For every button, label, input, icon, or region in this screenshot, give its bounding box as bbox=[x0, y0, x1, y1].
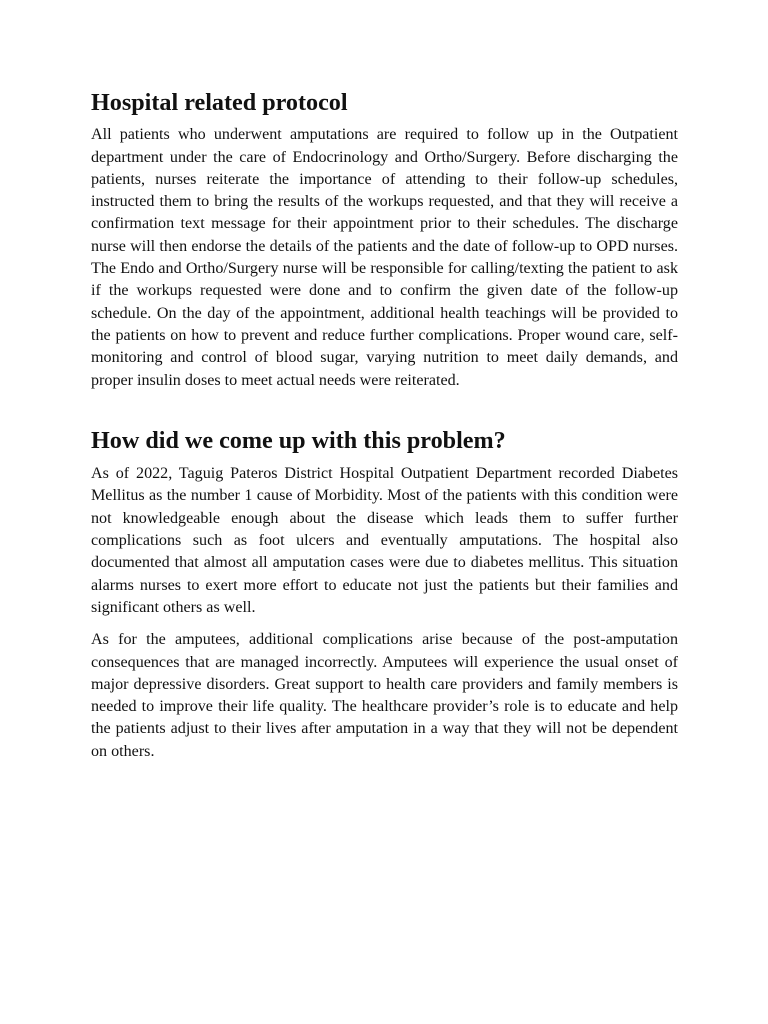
section-heading: Hospital related protocol bbox=[91, 89, 348, 116]
body-paragraph: As for the amputees, additional complications arise because of the post-amputation consequences that are managed incorrectly. Amputees will experience the usual onset of major depressive disorders. Great support to health care providers and family members is needed to improve their life quality. The healthcare provider’s role is to educate and help the patients adjust to their lives after amputation in a way that they will not be dependent on others. bbox=[91, 631, 678, 760]
section-heading: How did we come up with this problem? bbox=[91, 426, 506, 454]
section-hospital-protocol bbox=[91, 89, 678, 392]
body-paragraph: All patients who underwent amputations are required to follow up in the Outpatient department under the care of Endocrinology and Ortho/Surgery. Before discharging the patients, nurses reiterate the importance of attending to their follow-up schedules, instructed them to bring the results of the workups requested, and that they will receive a confirmation text message for their appointment prior to their schedules. The discharge nurse will then endorse the details of the patients and the date of follow-up to OPD nurses. The Endo and Ortho/Surgery nurse will be responsible for calling/texting the patient to ask if the workups requested were done and to confirm the given date of the follow-up schedule. On the day of the appointment, additional health teachings will be provided to the patients on how to prevent and reduce further complications. Proper wound care, self-monitoring and control of blood sugar, varying nutrition to meet daily demands, and proper insulin doses to meet actual needs were reiterated. bbox=[91, 126, 678, 389]
section-problem-origin bbox=[91, 426, 678, 763]
body-paragraph: As of 2022, Taguig Pateros District Hospital Outpatient Department recorded Diabetes Mellitus as the number 1 cause of Morbidity. Most of the patients with this condition were not knowledgeable enough about the disease which leads them to suffer further complications such as foot ulcers and eventually amputations. The hospital also documented that almost all amputation cases were due to diabetes mellitus. This situation alarms nurses to exert more effort to educate not just the patients but their families and significant others as well. bbox=[91, 465, 678, 616]
document-page bbox=[91, 89, 678, 763]
